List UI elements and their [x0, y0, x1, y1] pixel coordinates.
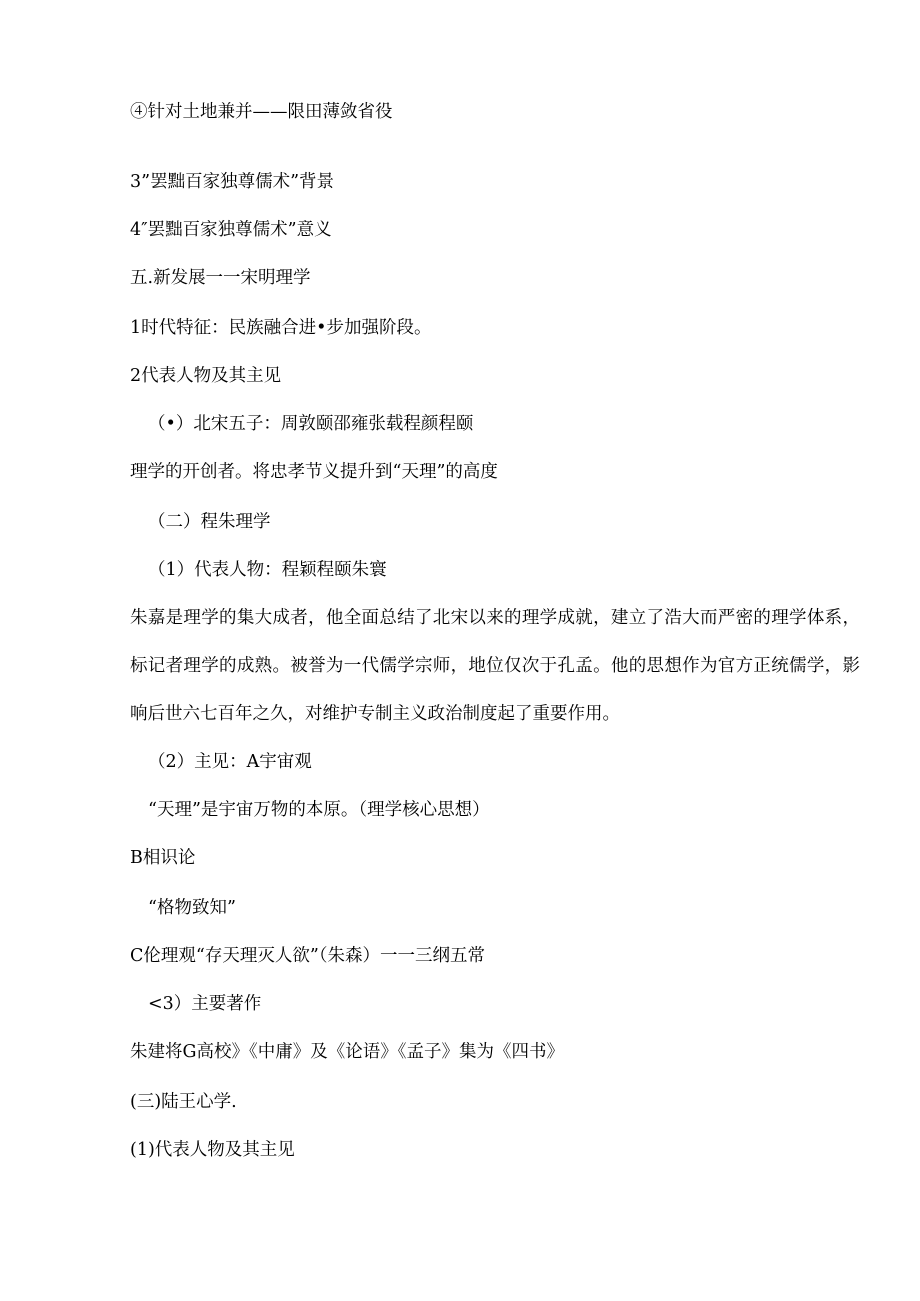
text-line-representatives: 2代表人物及其主见 [130, 366, 282, 386]
text-line-investigation: “格物致知” [148, 898, 236, 918]
text-line-epistemology: B相识论 [130, 848, 196, 868]
text-line-heavenly-principle: “天理”是宇宙万物的本原。（理学核心思想） [148, 800, 490, 820]
text-line-five-masters: （•）北宋五子：周敦颐邵雍张载程颜程颐 [148, 414, 474, 434]
text-line-founders: 理学的开创者。将忠孝节义提升到“天理”的高度 [130, 462, 498, 482]
text-line-land-annexation: ④针对土地兼并——限田薄敛省役 [130, 102, 393, 122]
subheading-cheng-zhu: （二）程朱理学 [148, 512, 271, 532]
text-line-confucianism-background: 3”罢黜百家独尊儒术”背景 [130, 172, 335, 192]
text-line-main-works: <3）主要著作 [148, 994, 262, 1014]
subheading-lu-wang: (三)陆王心学. [130, 1092, 237, 1112]
paragraph-zhu-xi: 朱嘉是理学的集大成者，他全面总结了北宋以来的理学成就，建立了浩大而严密的理学体系，标记者理学的成熟。被誉为一代儒学宗师，地位仅次于孔孟。他的思想作为官方正统儒学，影响后世六七百年之久，对维护专制主义政治制度起了重要作用。 [130, 608, 860, 724]
text-line-four-books: 朱建将G高校》《中庸》及《论语》《孟子》集为《四书》 [130, 1042, 564, 1062]
text-line-cheng-zhu-representatives: （1）代表人物：程颖程颐朱寰 [148, 560, 387, 580]
text-line-cosmology: （2）主见：A宇宙观 [148, 752, 312, 772]
text-line-era-features: 1时代特征：民族融合进•步加强阶段。 [130, 318, 432, 338]
text-line-confucianism-significance: 4″罢黜百家独尊儒术”意义 [130, 220, 332, 240]
text-line-ethics: C伦理观“存天理灭人欲”（朱森）一一三纲五常 [130, 946, 486, 966]
section-heading-neo-confucianism: 五.新发展一一宋明理学 [130, 268, 311, 288]
text-line-lu-wang-representatives: (1)代表人物及其主见 [130, 1140, 295, 1160]
